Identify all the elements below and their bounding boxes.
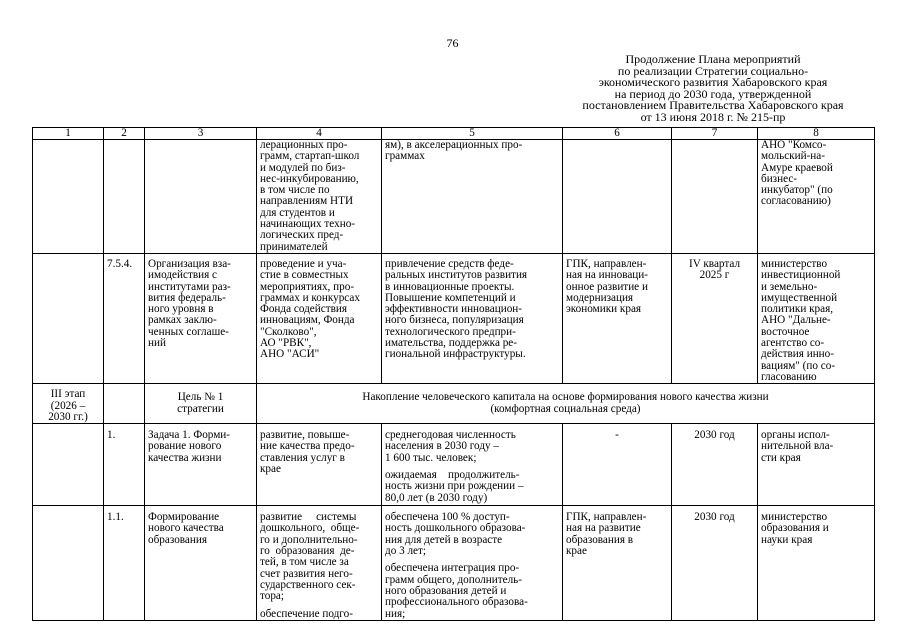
- table-cell: АНО "Комсо- мольский-на- Амуре краевой бизнес- инкубатор" (по согласованию): [758, 140, 875, 254]
- column-header: 5: [382, 128, 563, 140]
- row-number: 1.1.: [104, 506, 145, 621]
- table-row: [33, 506, 875, 621]
- table-cell: [33, 506, 104, 621]
- table-cell: [672, 140, 758, 254]
- heading-line: по реализации Стратегии социально-: [617, 63, 809, 78]
- table-cell: Организация вза- имодействия с институтами раз- вития федераль- ного уровня в рамках заклю- ченных соглаше- ний: [145, 253, 257, 383]
- table-cell: развитие системы дошкольного, обще- го и дополнительно- го образования де- тей, в том числе за счет развития него- сударственного сек- тора; обеспечение подго-: [257, 506, 382, 621]
- table-row: [33, 253, 875, 383]
- column-header: 7: [672, 128, 758, 140]
- table-cell: [104, 140, 145, 254]
- table-cell: привлечение средств феде- ральных институтов развития в инновационные проекты. Повышение компетенций и эффективности инновацион- ного бизнеса, популяризация технологического предпри- имательства, поддержка ре- гиональной инфраструктуры.: [382, 253, 563, 383]
- table-cell: [104, 384, 145, 424]
- table-cell: 2030 год: [672, 424, 758, 506]
- table-cell: ям), в акселерационных про- граммах: [382, 140, 563, 254]
- table-cell: [33, 140, 104, 254]
- heading-line: экономического развития Хабаровского края: [598, 75, 828, 90]
- table-cell: IV квартал 2025 г: [672, 253, 758, 383]
- row-number: 1.: [104, 424, 145, 506]
- table-cell: министерство образования и науки края: [758, 506, 875, 621]
- table-cell: проведение и уча- стие в совместных мероприятиях, про- граммах и конкурсах Фонда содействия инновациям, Фонда "Сколково", АО "РВК", АНО "АСИ": [257, 253, 382, 383]
- table-cell: Формирование нового качества образования: [145, 506, 257, 621]
- column-header: 3: [145, 128, 257, 140]
- column-header: 8: [758, 128, 875, 140]
- table-cell: обеспечена 100 % доступ- ность дошкольного образова- ния для детей в возрасте до 3 лет; обеспечена интеграция про- грамм общего, дополнитель- ного образования детей и профессионального образова- ния;: [382, 506, 563, 621]
- heading-line: постановлением Правительства Хабаровского края: [582, 98, 844, 113]
- column-header: 6: [563, 128, 672, 140]
- table-row: [33, 424, 875, 506]
- table-cell: развитие, повыше- ние качества предо- ставления услуг в крае: [257, 424, 382, 506]
- table-cell: [145, 140, 257, 254]
- table-cell: [33, 253, 104, 383]
- table-cell: Задача 1. Форми- рование нового качества жизни: [145, 424, 257, 506]
- table-cell: 2030 год: [672, 506, 758, 621]
- table-cell: министерство инвестиционной и земельно- имущественной политики края, АНО "Дальне- восточное агентство со- действия инно- вациям" (по со- гласованию: [758, 253, 875, 383]
- column-header: 4: [257, 128, 382, 140]
- heading-line: от 13 июня 2018 г. № 215-пр: [640, 109, 786, 124]
- plan-table: [32, 127, 875, 621]
- stage-cell: III этап (2026 – 2030 гг.): [33, 384, 104, 424]
- table-cell: ГПК, направлен- ная на развитие образования в крае: [563, 506, 672, 621]
- table-cell: -: [563, 424, 672, 506]
- table-cell: [33, 424, 104, 506]
- goal-cell: Цель № 1 стратегии: [145, 384, 257, 424]
- table-cell: [563, 140, 672, 254]
- table-cell: лерационных про- грамм, стартап-школ и модулей по биз- нес-инкубированию, в том числе по направлениям НТИ для студентов и начинающих техно- логических пред- принимателей: [257, 140, 382, 254]
- row-number: 7.5.4.: [104, 253, 145, 383]
- document-heading: [553, 54, 873, 124]
- heading-line: Продолжение Плана мероприятий: [625, 52, 801, 66]
- table-row: [33, 384, 875, 424]
- table-cell: ГПК, направлен- ная на инноваци- онное развитие и модернизация экономики края: [563, 253, 672, 383]
- table-cell: органы испол- нительной вла- сти края: [758, 424, 875, 506]
- column-header-row: [33, 128, 875, 140]
- goal-description: Накопление человеческого капитала на основе формирования нового качества жизни (комфортная социальная среда): [257, 384, 875, 424]
- column-header: 1: [33, 128, 104, 140]
- column-header: 2: [104, 128, 145, 140]
- table-row: [33, 140, 875, 254]
- table-cell: среднегодовая численность населения в 2030 году – 1 600 тыс. человек; ожидаемая продолжитель- ность жизни при рождении – 80,0 лет (в 2030 году): [382, 424, 563, 506]
- heading-line: на период до 2030 года, утвержденной: [614, 86, 812, 101]
- page-number: 76: [446, 36, 459, 50]
